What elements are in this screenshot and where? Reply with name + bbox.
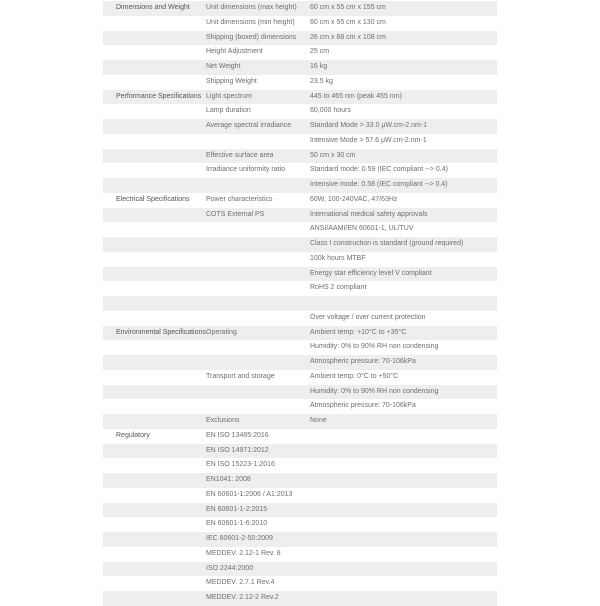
table-row [103,517,497,532]
value-cell: Humidity: 0% to 90% RH non condensing [310,385,497,400]
value-cell [310,473,497,488]
parameter-cell: Exclusions [206,414,310,429]
parameter-cell [206,399,310,414]
category-cell [103,178,206,193]
value-cell: 445 to 465 nm (peak 455 nm) [310,90,497,105]
category-cell [103,281,206,296]
value-cell [310,296,497,311]
category-cell [103,576,206,591]
parameter-cell: Operating [206,326,310,341]
table-row [103,562,497,577]
category-cell [103,444,206,459]
parameter-cell [206,340,310,355]
category-cell [103,311,206,326]
category-cell [103,237,206,252]
value-cell: 23.5 kg [310,77,333,85]
parameter-cell: EN 60601-1-6:2010 [206,520,268,528]
table-row [103,237,497,252]
value-cell: 100k hours MTBF [310,254,366,262]
table-row [103,208,497,223]
value-cell: 60 cm x 55 cm x 130 cm [310,18,386,26]
parameter-cell [206,237,310,252]
table-row [103,458,497,473]
parameter-cell [206,134,310,149]
table-row [103,473,497,488]
parameter-cell: EN ISO 13485:2016 [206,431,269,439]
category-cell [103,60,206,75]
value-cell: 26 cm x 68 cm x 108 cm [310,31,497,46]
table-row [103,547,497,562]
value-cell: ANSI/AAMI/EN 60601-1, UL/TUV [310,225,414,233]
category-cell: Regulatory [116,431,150,439]
value-cell: Intensive Mode > 57.6 μW.cm-2.nm-1 [310,136,427,144]
value-cell: None [310,414,497,429]
parameter-cell: EN 60601-1-2:2015 [206,503,310,518]
table-row [103,252,497,267]
table-row [103,488,497,503]
parameter-cell [206,296,310,311]
table-row [103,296,497,311]
value-cell [310,517,497,532]
parameter-cell: Transport and storage [206,372,275,380]
value-cell: 16 kg [310,60,497,75]
category-cell [103,385,206,400]
table-row [103,326,497,341]
category-cell [103,517,206,532]
table-row [103,591,497,606]
parameter-cell [206,222,310,237]
parameter-cell [206,252,310,267]
category-cell [103,414,206,429]
value-cell: Over voltage / over current protection [310,313,426,321]
value-cell [310,576,497,591]
table-row [103,193,497,208]
category-cell [103,45,206,60]
category-cell [103,503,206,518]
category-cell [103,75,206,90]
table-row [103,16,497,31]
table-row [103,311,497,326]
parameter-cell: Effective surface area [206,149,310,164]
table-row [103,340,497,355]
value-cell [310,503,497,518]
table-row [103,60,497,75]
table-row [103,222,497,237]
table-row [103,399,497,414]
table-row [103,503,497,518]
category-cell [103,16,206,31]
value-cell [310,488,497,503]
category-cell [103,252,206,267]
category-cell [103,104,206,119]
specifications-table-body [103,1,497,606]
value-cell [310,532,497,547]
value-cell [310,429,497,444]
parameter-cell: COTS External PS [206,208,310,223]
parameter-cell: EN ISO 15223-1:2016 [206,461,275,469]
category-cell [103,532,206,547]
parameter-cell: ISO 2244:2000 [206,562,310,577]
value-cell: 60W, 100-240VAC, 47/63Hz [310,195,398,203]
value-cell: Intensive mode: 0.58 (IEC compliant --> 0.4) [310,178,497,193]
table-row [103,119,497,134]
parameter-cell [206,178,310,193]
category-cell [103,473,206,488]
category-cell [103,399,206,414]
table-row [103,1,497,16]
parameter-cell: Unit dimensions (min height) [206,18,295,26]
table-row [103,429,497,444]
parameter-cell: MEDDEV. 2.12-1 Rev. 8 [206,549,281,557]
value-cell [310,444,497,459]
parameter-cell: Net Weight [206,60,310,75]
value-cell: International medical safety approvals [310,208,497,223]
table-row [103,149,497,164]
category-cell [103,488,206,503]
table-row [103,178,497,193]
parameter-cell [206,267,310,282]
table-row [103,444,497,459]
parameter-cell: EN ISO 14971:2012 [206,444,310,459]
table-row [103,267,497,282]
parameter-cell: Shipping Weight [206,77,257,85]
category-cell [103,119,206,134]
value-cell [310,547,497,562]
value-cell [310,591,497,606]
value-cell: Humidity: 0% to 90% RH non condensing [310,343,439,351]
table-row [103,104,497,119]
table-row [103,370,497,385]
category-cell: Environmental Specifications [103,326,206,341]
parameter-cell: Lamp duration [206,107,251,115]
table-row [103,532,497,547]
category-cell [103,134,206,149]
table-row [103,75,497,90]
value-cell: Ambient temp: 0°C to +50°C [310,372,399,380]
parameter-cell [206,355,310,370]
table-row [103,281,497,296]
category-cell [103,562,206,577]
category-cell [103,458,206,473]
table-row [103,163,497,178]
category-cell: Performance Specifications [103,90,206,105]
category-cell [103,163,206,178]
category-cell: Electrical Specifications [116,195,190,203]
table-row [103,90,497,105]
value-cell: 25 cm [310,48,330,56]
value-cell: Standard Mode > 33.0 μW.cm-2.nm-1 [310,119,497,134]
parameter-cell: EN 60601-1:2006 / A1:2013 [206,490,293,498]
parameter-cell: EN1041: 2008 [206,473,310,488]
parameter-cell: Shipping (boxed) dimensions [206,31,310,46]
category-cell [103,340,206,355]
value-cell [310,562,497,577]
table-row [103,31,497,46]
parameter-cell: MEDDEV. 2.12-2 Rev.2 [206,591,310,606]
table-row [103,576,497,591]
parameter-cell: MEDDEV. 2.7.1 Rev.4 [206,579,275,587]
value-cell: Class I construction is standard (ground required) [310,237,497,252]
category-cell [103,355,206,370]
value-cell: Atmospheric pressure: 70-106kPa [310,402,416,410]
value-cell: Energy star efficiency level V compliant [310,267,497,282]
table-row [103,134,497,149]
parameter-cell: IEC 60601-2-50:2009 [206,532,310,547]
parameter-cell: Height Adjustment [206,48,263,56]
specifications-table [103,1,497,606]
value-cell: 60 cm x 55 cm x 155 cm [310,1,497,16]
category-cell: Dimensions and Weight [103,1,206,16]
parameter-cell: Unit dimensions (max height) [206,1,310,16]
category-cell [103,267,206,282]
parameter-cell [206,281,310,296]
category-cell [103,296,206,311]
value-cell: Ambient temp: +10°C to +35°C [310,326,497,341]
value-cell: Atmospheric pressure: 70-106kPa [310,355,497,370]
category-cell [103,222,206,237]
table-row [103,385,497,400]
category-cell [103,591,206,606]
category-cell [103,547,206,562]
value-cell: 50 cm x 30 cm [310,149,497,164]
category-cell [103,370,206,385]
category-cell [103,31,206,46]
parameter-cell [206,385,310,400]
table-row [103,414,497,429]
parameter-cell: Average spectral irradiance [206,119,310,134]
parameter-cell: Irradiance uniformity ratio [206,166,285,174]
parameter-cell [206,311,310,326]
value-cell [310,458,497,473]
value-cell: RoHS 2 compliant [310,284,367,292]
value-cell: Standard mode: 0.59 (IEC compliant --> 0.4) [310,166,448,174]
category-cell [103,208,206,223]
table-row [103,355,497,370]
category-cell [103,149,206,164]
table-row [103,45,497,60]
value-cell: 60,000 hours [310,107,351,115]
parameter-cell: Light spectrum [206,90,310,105]
parameter-cell: Power characteristics [206,195,273,203]
